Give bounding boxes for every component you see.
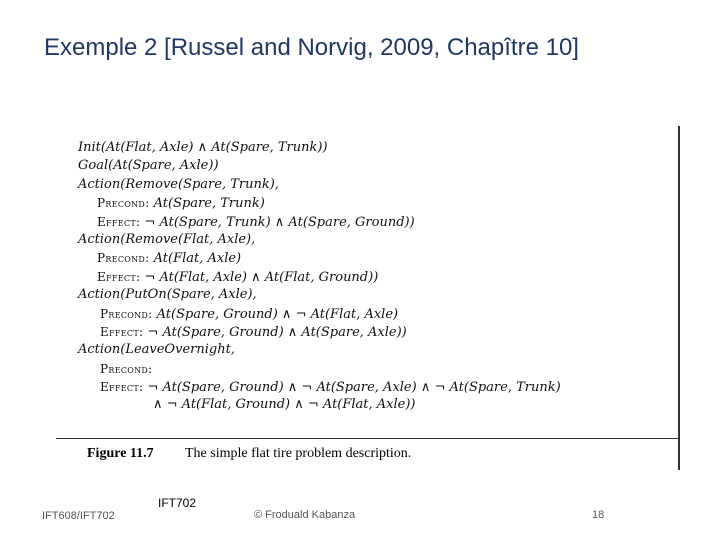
figure-caption-text: The simple flat tire problem description. xyxy=(185,446,412,461)
code-line-effect-remove-spare xyxy=(78,213,561,231)
figure-right-border xyxy=(678,126,680,470)
code-line-action-remove-flat: Action(Remove(Flat, Axle), xyxy=(78,231,256,247)
precond-keyword: Precond: xyxy=(100,306,153,321)
code-line-precond-puton xyxy=(78,305,561,323)
footer-course: IFT608/IFT702 xyxy=(42,510,115,522)
code-line-effect-leave-overnight xyxy=(78,378,561,396)
precond-keyword: Precond: xyxy=(97,196,150,211)
slide-title: Exemple 2 [Russel and Norvig, 2009, Chapître 10] xyxy=(44,34,579,61)
footer-center: IFT702 xyxy=(158,496,197,510)
effect-keyword: Effect: xyxy=(100,324,144,339)
code-line-init: Init(At(Flat, Axle) ∧ At(Spare, Trunk)) xyxy=(78,140,328,155)
code-line-precond-remove-flat-body: At(Flat, Axle) xyxy=(149,251,242,267)
code-line-precond-remove-spare-body: At(Spare, Trunk) xyxy=(149,196,265,212)
code-line-action-remove-spare: Action(Remove(Spare, Trunk), xyxy=(78,176,279,192)
effect-keyword: Effect: xyxy=(97,214,141,229)
code-line-precond-puton-body: At(Spare, Ground) ∧ ¬ At(Flat, Axle) xyxy=(152,306,399,322)
planning-code-block xyxy=(78,139,561,415)
effect-keyword: Effect: xyxy=(100,380,144,395)
figure-caption xyxy=(87,446,411,462)
code-line-action-leave-overnight: Action(LeaveOvernight, xyxy=(78,342,235,358)
code-line-effect-remove-flat-body: ¬ At(Flat, Axle) ∧ At(Flat, Ground)) xyxy=(140,269,379,285)
code-line-goal: Goal(At(Spare, Axle)) xyxy=(78,158,219,174)
code-line-effect-remove-spare-body: ¬ At(Spare, Trunk) ∧ At(Spare, Ground)) xyxy=(140,214,415,230)
footer-page-number: 18 xyxy=(592,509,605,521)
precond-keyword: Precond: xyxy=(97,251,150,266)
code-line-precond-remove-spare xyxy=(78,194,561,212)
figure-caption-rule xyxy=(56,438,678,439)
code-line-effect-remove-flat xyxy=(78,268,561,286)
figure-box xyxy=(56,126,680,470)
footer-copyright: © Froduald Kabanza xyxy=(254,509,356,521)
effect-keyword: Effect: xyxy=(97,269,141,284)
code-line-action-puton: Action(PutOn(Spare, Axle), xyxy=(78,287,257,303)
precond-keyword: Precond: xyxy=(100,361,153,376)
code-line-effect-leave-overnight-body: ¬ At(Spare, Ground) ∧ ¬ At(Spare, Axle) ∧ ¬ At(Spare, Trunk) xyxy=(143,380,561,396)
code-line-effect-puton-body: ¬ At(Spare, Ground) ∧ At(Spare, Axle)) xyxy=(143,324,407,340)
code-line-effect-leave-overnight-cont: ∧ ¬ At(Flat, Ground) ∧ ¬ At(Flat, Axle)) xyxy=(153,397,416,413)
code-line-precond-leave-overnight xyxy=(78,360,561,378)
figure-label: Figure 11.7 xyxy=(87,446,154,461)
code-line-precond-remove-flat xyxy=(78,249,561,267)
code-line-effect-puton xyxy=(78,323,561,341)
